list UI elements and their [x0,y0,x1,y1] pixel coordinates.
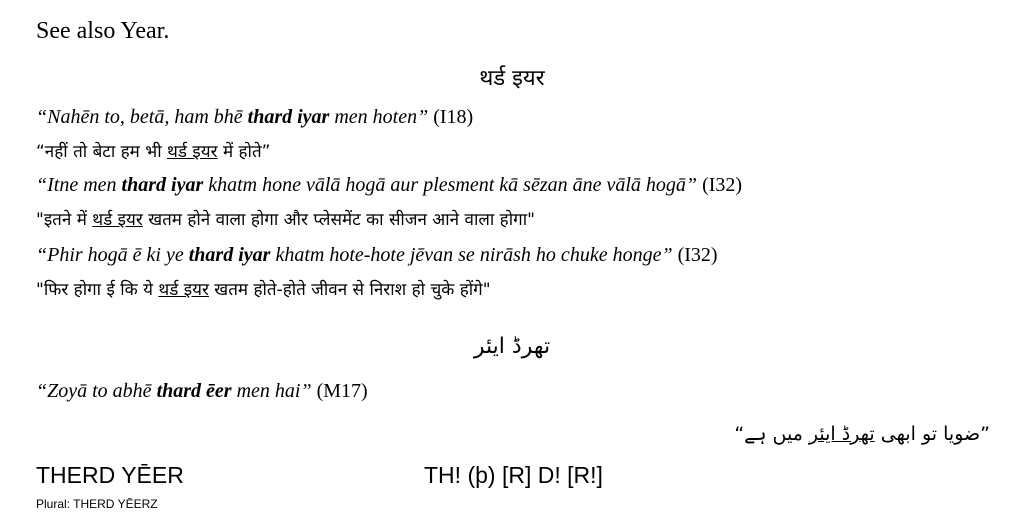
example-3-transliteration [36,244,718,267]
example-3-devanagari [36,277,491,300]
example-3-term: thard iyar [188,244,271,266]
example-3-deva-after: खतम होते-होते जीवन से निराश हो चुके होंगे" [208,280,491,300]
pronunciation: TH! (þ) [R] D! [R!] [424,462,603,488]
example-1-deva-before: “नहीं तो बेटा हम भी [36,142,168,162]
example-3-trans-after: khatm hote-hote jēvan se nirāsh ho chuke honge” [270,244,673,266]
urdu-example-term: thard ēer [156,380,232,402]
example-2-ref: (I32) [702,174,743,196]
urdu-example-script [734,423,990,445]
urdu-heading: تھرڈ ایئر [473,334,551,359]
example-2-deva-term: थर्ड इयर [92,210,143,230]
example-1-trans-after: men hoten” [329,106,429,128]
example-1-deva-after: में होते” [217,142,271,162]
example-3-ref: (I32) [677,244,718,266]
example-1-deva-term: थर्ड इयर [167,142,218,162]
urdu-example-transliteration [36,380,368,403]
urdu-example-ref: (M17) [316,380,368,402]
urdu-example-after: میں ہے“ [734,423,809,445]
example-3-deva-before: "फिर होगा ई कि ये [36,280,159,300]
example-2-transliteration [36,174,742,197]
hindi-heading: थर्ड इयर [479,66,545,91]
example-1-transliteration [36,106,473,129]
urdu-example-before: ”ضویا تو ابھی [874,423,990,445]
example-1-trans-before: “Nahēn to, betā, ham bhē [36,106,248,128]
example-1-devanagari [36,139,270,162]
example-2-term: thard iyar [121,174,204,196]
example-2-trans-after: khatm hone vālā hogā aur plesment kā sēzan āne vālā hogā” [203,174,698,196]
urdu-example-underlined-term: تھرڈ ایئر [808,423,875,445]
example-3-trans-before: “Phir hogā ē ki ye [36,244,189,266]
example-2-deva-before: "इतने में [36,210,93,230]
example-2-devanagari [36,207,535,230]
plural-form: Plural: THERD YĒERZ [36,497,158,511]
example-1-term: thard iyar [247,106,330,128]
example-2-deva-after: खतम होने वाला होगा और प्लेसमेंट का सीजन आने वाला होगा" [142,210,535,230]
example-3-deva-term: थर्ड इयर [158,280,209,300]
see-also-note: See also Year. [36,18,170,44]
example-2-trans-before: “Itne men [36,174,122,196]
urdu-example-trans-before: “Zoyā to abhē [36,380,157,402]
urdu-example-trans-after: men hai” [231,380,312,402]
example-1-ref: (I18) [433,106,474,128]
headword: THERD YĒER [36,462,184,488]
